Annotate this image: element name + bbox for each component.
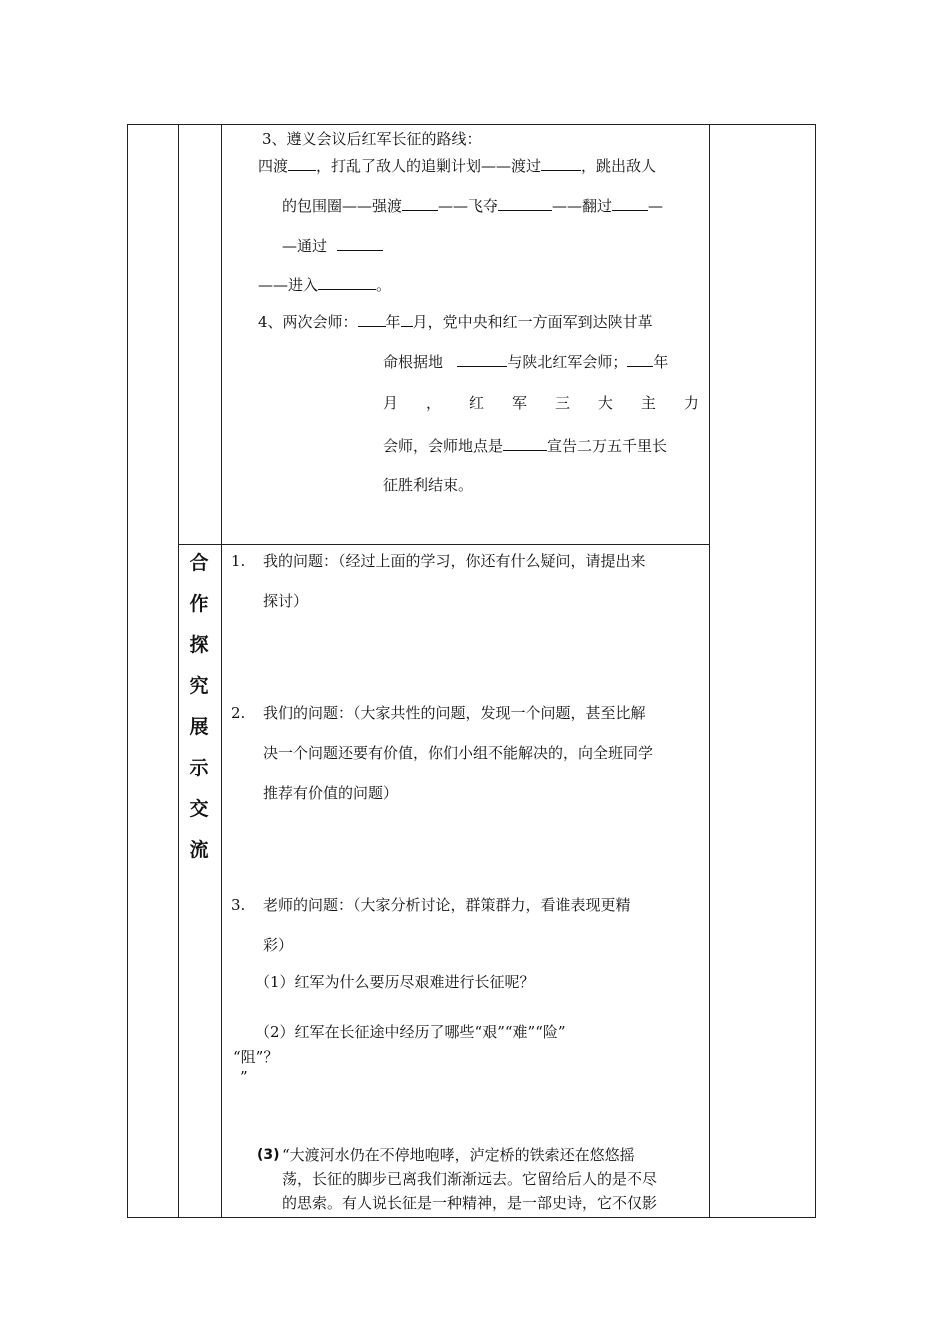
sub-question-2: （2）红军在长征途中经历了哪些“艰”“难”“险” xyxy=(255,1023,566,1041)
question-1-text-cont: 探讨） xyxy=(263,592,309,610)
meeting-line-3: 月 ， 红 军 三 大 主 力 xyxy=(383,394,699,412)
blank[interactable] xyxy=(612,196,648,211)
table-border-left xyxy=(127,124,128,1218)
table-border-bottom xyxy=(127,1217,816,1218)
question-3-text-cont: 彩） xyxy=(263,936,294,954)
blank[interactable] xyxy=(503,436,547,451)
question-1-number: 1. xyxy=(231,552,246,570)
route-line-3: —通过 xyxy=(282,236,383,255)
sub-question-3-text-cont: 荡，长征的脚步已离我们渐渐远去。它留给后人的是不尽 xyxy=(282,1170,658,1188)
meeting-line-4: 会师，会师地点是 宣告二万五千里长 xyxy=(383,437,668,455)
sub-question-2-cont: “阻”？ xyxy=(233,1048,279,1066)
blank[interactable] xyxy=(358,312,386,327)
blank[interactable] xyxy=(337,236,383,251)
sub-question-3-text-cont2: 的思索。有人说长征是一种精神，是一部史诗，它不仅影 xyxy=(282,1194,658,1212)
blank[interactable] xyxy=(457,352,507,367)
table-border-right xyxy=(815,124,816,1218)
question-3-text: 老师的问题：（大家分析讨论，群策群力，看谁表现更精 xyxy=(263,896,631,914)
blank[interactable] xyxy=(318,275,376,290)
question-1-text: 我的问题：（经过上面的学习，你还有什么疑问，请提出来 xyxy=(263,552,646,570)
blank[interactable] xyxy=(288,156,316,171)
route-line-4: ——进入 。 xyxy=(258,276,392,294)
blank[interactable] xyxy=(402,196,438,211)
table-col-divider-2 xyxy=(221,124,222,1218)
route-heading: 3、遵义会议后红军长征的路线： xyxy=(262,130,482,148)
question-2-text-cont: 决一个问题还要有价值，你们小组不能解决的，向全班同学 xyxy=(263,744,654,762)
sub-question-3-text: “大渡河水仍在不停地咆哮，泸定桥的铁索还在悠悠摇 xyxy=(282,1146,635,1164)
section-label-cooperative-inquiry: 合 作 探 究 展 示 交 流 xyxy=(189,552,209,861)
blank[interactable] xyxy=(498,196,552,211)
sub-question-2-stray-quote: ” xyxy=(240,1068,248,1086)
table-border-top xyxy=(127,124,816,125)
question-2-text: 我们的问题：（大家共性的问题，发现一个问题，甚至比解 xyxy=(263,704,646,722)
route-line-1: 四渡 ，打乱了敌人的追剿计划——渡过 ，跳出敌人 xyxy=(258,157,657,175)
route-line-2: 的包围圈——强渡 ——飞夺 ——翻过 — xyxy=(282,197,664,215)
blank[interactable] xyxy=(627,352,653,367)
sub-question-1: （1）红军为什么要历尽艰难进行长征呢？ xyxy=(255,973,535,991)
question-2-text-cont2: 推荐有价值的问题） xyxy=(263,784,399,802)
blank[interactable] xyxy=(541,156,581,171)
meeting-line-5: 征胜利结束。 xyxy=(383,476,474,494)
table-row-divider xyxy=(178,544,710,545)
question-2-number: 2. xyxy=(231,704,246,722)
blank[interactable] xyxy=(401,312,413,327)
question-3-number: 3. xyxy=(231,896,246,914)
sub-question-3-number: (3) xyxy=(257,1147,280,1163)
table-col-divider-3 xyxy=(709,124,710,1218)
meeting-line-1: 4、两次会师： 年 月，党中央和红一方面军到达陕甘革 xyxy=(258,313,653,331)
meeting-line-2: 命根据地 与陕北红军会师； 年 xyxy=(383,353,669,371)
